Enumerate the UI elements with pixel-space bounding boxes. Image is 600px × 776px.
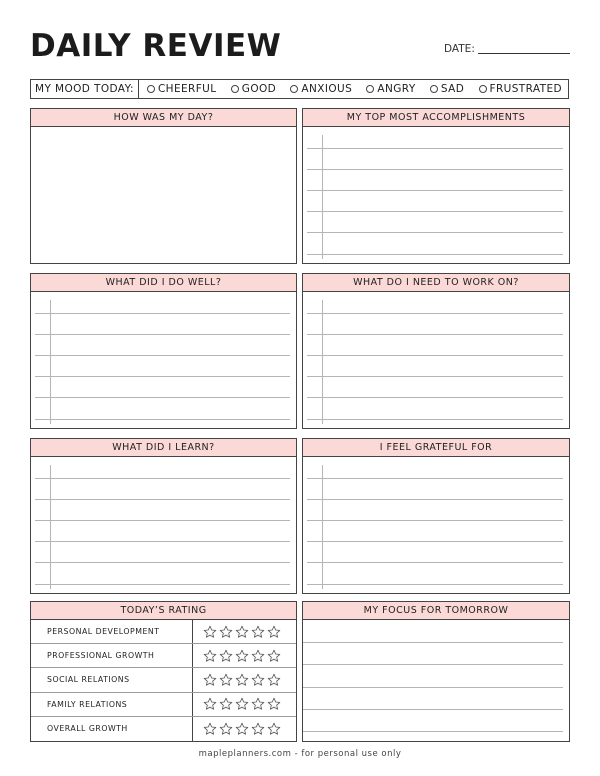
did-well-lines[interactable] (31, 292, 296, 428)
ruled-lines (303, 457, 569, 593)
mood-option-label: ANXIOUS (301, 83, 353, 95)
did-well-heading: WHAT DID I DO WELL? (31, 274, 296, 292)
rating-row (31, 717, 296, 741)
mood-option-label: SAD (440, 83, 465, 95)
rating-row (31, 668, 296, 692)
star-icon[interactable] (235, 722, 249, 736)
mood-option-good[interactable] (231, 83, 276, 95)
ruled-lines (303, 127, 569, 263)
footer-credit: mapleplanners.com - for personal use only (198, 749, 402, 759)
rating-box (30, 601, 297, 742)
mood-options (139, 83, 568, 95)
accomplishments-lines[interactable] (303, 127, 569, 263)
star-icon[interactable] (203, 625, 217, 639)
how-was-my-day-writing-area[interactable] (31, 127, 296, 263)
star-icon[interactable] (219, 697, 233, 711)
ruled-lines (303, 292, 569, 428)
date-field[interactable] (478, 53, 570, 54)
star-icon[interactable] (267, 673, 281, 687)
star-icon[interactable] (251, 697, 265, 711)
page-title: DAILY REVIEW (30, 28, 282, 64)
rating-row (31, 693, 296, 717)
star-icon[interactable] (251, 722, 265, 736)
learned-box (30, 438, 297, 594)
star-icon[interactable] (251, 625, 265, 639)
grateful-lines[interactable] (303, 457, 569, 593)
work-on-heading: WHAT DO I NEED TO WORK ON? (303, 274, 569, 292)
accomplishments-box (302, 108, 570, 264)
radio-icon[interactable] (231, 85, 239, 93)
ruled-lines (31, 457, 296, 593)
radio-icon[interactable] (430, 85, 438, 93)
focus-lines[interactable] (303, 620, 569, 741)
rating-label: PERSONAL DEVELOPMENT (31, 620, 193, 643)
star-icon[interactable] (235, 625, 249, 639)
learned-lines[interactable] (31, 457, 296, 593)
rating-label: PROFESSIONAL GROWTH (31, 644, 193, 667)
did-well-box (30, 273, 297, 429)
learned-heading: WHAT DID I LEARN? (31, 439, 296, 457)
star-icon[interactable] (203, 649, 217, 663)
mood-option-frustrated[interactable] (479, 83, 562, 95)
work-on-lines[interactable] (303, 292, 569, 428)
rating-label: FAMILY RELATIONS (31, 693, 193, 716)
how-was-my-day-box (30, 108, 297, 264)
mood-option-cheerful[interactable] (147, 83, 217, 95)
grateful-heading: I FEEL GRATEFUL FOR (303, 439, 569, 457)
star-rating[interactable] (193, 717, 281, 741)
rating-row (31, 644, 296, 668)
mood-option-label: FRUSTRATED (489, 83, 562, 95)
date-label: DATE: (444, 43, 475, 55)
star-icon[interactable] (235, 673, 249, 687)
mood-option-sad[interactable] (430, 83, 464, 95)
star-icon[interactable] (219, 673, 233, 687)
star-icon[interactable] (251, 649, 265, 663)
rating-row (31, 620, 296, 644)
ruled-lines (303, 620, 569, 741)
star-icon[interactable] (267, 625, 281, 639)
radio-icon[interactable] (366, 85, 374, 93)
radio-icon[interactable] (479, 85, 487, 93)
star-icon[interactable] (219, 649, 233, 663)
mood-option-angry[interactable] (366, 83, 415, 95)
rating-table (31, 620, 296, 741)
how-was-my-day-heading: HOW WAS MY DAY? (31, 109, 296, 127)
radio-icon[interactable] (290, 85, 298, 93)
star-rating[interactable] (193, 644, 281, 667)
grateful-box (302, 438, 570, 594)
accomplishments-heading: MY TOP MOST ACCOMPLISHMENTS (303, 109, 569, 127)
star-rating[interactable] (193, 693, 281, 716)
star-icon[interactable] (251, 673, 265, 687)
star-icon[interactable] (235, 697, 249, 711)
mood-row (30, 79, 569, 99)
star-icon[interactable] (235, 649, 249, 663)
star-icon[interactable] (267, 649, 281, 663)
star-icon[interactable] (267, 722, 281, 736)
star-icon[interactable] (203, 722, 217, 736)
star-icon[interactable] (203, 673, 217, 687)
focus-box (302, 601, 570, 742)
radio-icon[interactable] (147, 85, 155, 93)
star-rating[interactable] (193, 668, 281, 691)
focus-heading: MY FOCUS FOR TOMORROW (303, 602, 569, 620)
mood-label: MY MOOD TODAY: (31, 80, 139, 98)
rating-label: SOCIAL RELATIONS (31, 668, 193, 691)
star-icon[interactable] (267, 697, 281, 711)
star-icon[interactable] (219, 625, 233, 639)
work-on-box (302, 273, 570, 429)
rating-heading: TODAY’S RATING (31, 602, 296, 620)
star-rating[interactable] (193, 620, 281, 643)
mood-option-label: ANGRY (377, 83, 416, 95)
rating-label: OVERALL GROWTH (31, 717, 193, 741)
mood-option-label: GOOD (241, 83, 277, 95)
ruled-lines (31, 292, 296, 428)
star-icon[interactable] (219, 722, 233, 736)
mood-option-anxious[interactable] (290, 83, 352, 95)
star-icon[interactable] (203, 697, 217, 711)
mood-option-label: CHEERFUL (157, 83, 217, 95)
